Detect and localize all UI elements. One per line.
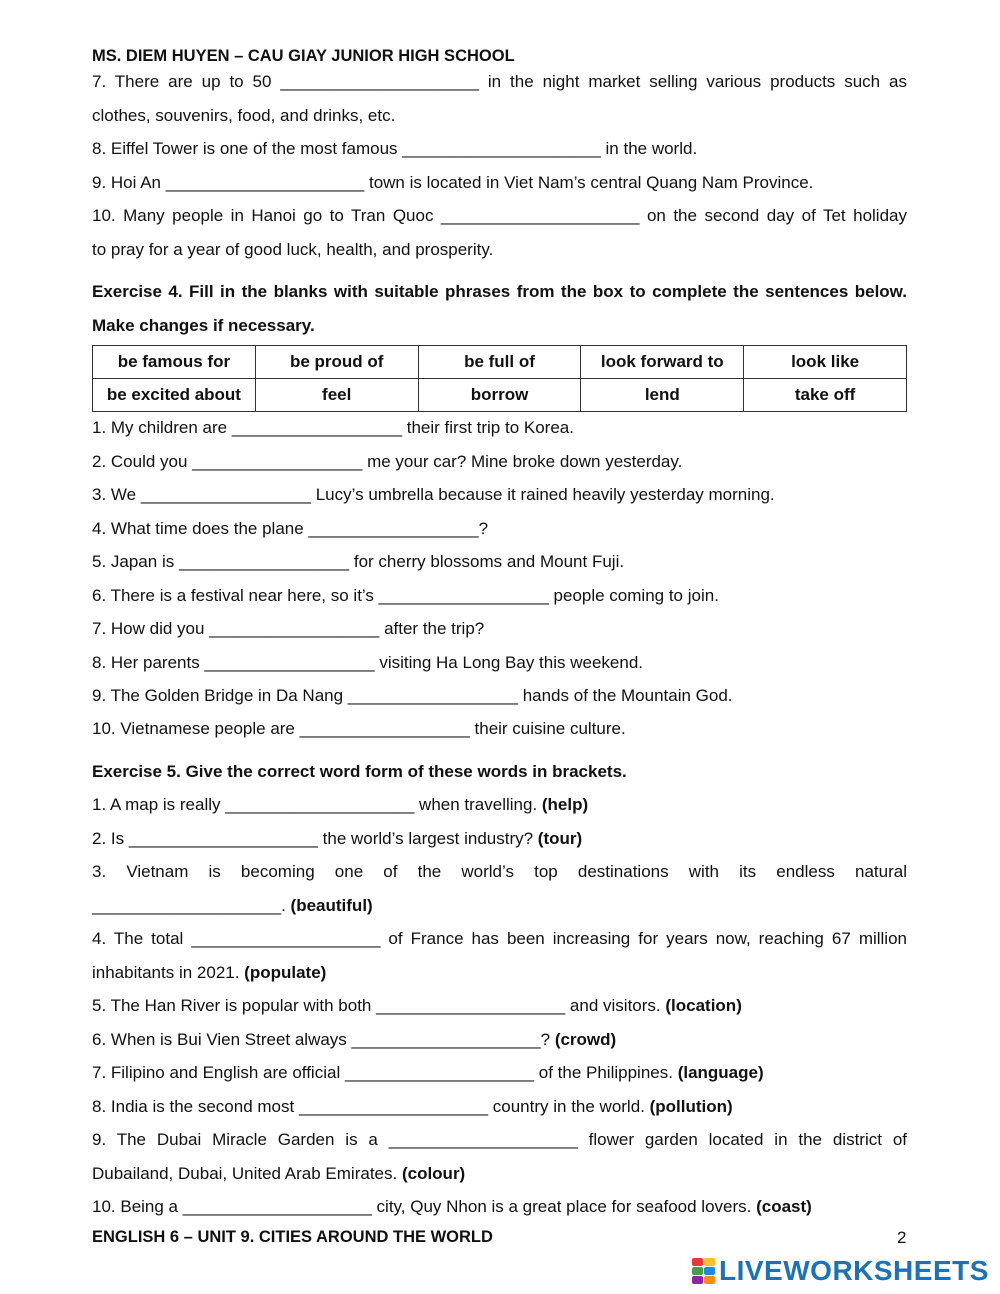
ex3-q10-line1: 10. Many people in Hanoi go to Tran Quoc _____________________ on the second day of Tet holiday bbox=[92, 206, 907, 225]
ex4-item-6[interactable]: 6. There is a festival near here, so it’s __________________ people coming to join. bbox=[92, 586, 719, 605]
ex5-hint: (crowd) bbox=[554, 1030, 617, 1049]
ex5-text: Dubailand, Dubai, United Arab Emirates. bbox=[92, 1164, 402, 1183]
ex4-title-line2: Make changes if necessary. bbox=[92, 316, 315, 335]
ex5-item-8[interactable] bbox=[92, 1096, 907, 1118]
phrase-cell: take off bbox=[744, 379, 907, 412]
ex5-item-4-line2 bbox=[92, 962, 907, 984]
ex5-hint: (coast) bbox=[756, 1197, 812, 1216]
phrase-box bbox=[92, 345, 907, 412]
ex5-text: 2. Is ____________________ the world’s largest industry? bbox=[92, 829, 538, 848]
ex3-q7-line2: clothes, souvenirs, food, and drinks, etc. bbox=[92, 106, 396, 125]
ex5-text: 6. When is Bui Vien Street always ____________________? bbox=[92, 1030, 555, 1049]
ex5-text: ____________________. bbox=[92, 896, 291, 915]
ex5-item-2[interactable] bbox=[92, 828, 907, 850]
ex4-item-5[interactable]: 5. Japan is __________________ for cherry blossoms and Mount Fuji. bbox=[92, 552, 625, 571]
logo-text: LIVEWORKSHEETS bbox=[719, 1255, 989, 1286]
phrase-cell: look forward to bbox=[581, 346, 744, 379]
ex5-item-9-line2 bbox=[92, 1163, 907, 1185]
ex3-q9: 9. Hoi An _____________________ town is located in Viet Nam’s central Quang Nam Province. bbox=[92, 173, 814, 192]
phrase-cell: feel bbox=[255, 379, 418, 412]
ex4-item-10[interactable]: 10. Vietnamese people are __________________ their cuisine culture. bbox=[92, 719, 626, 738]
ex4-item-4[interactable]: 4. What time does the plane __________________? bbox=[92, 519, 489, 538]
ex5-hint: (tour) bbox=[537, 829, 583, 848]
page-footer: ENGLISH 6 – UNIT 9. CITIES AROUND THE WORLD bbox=[92, 1228, 493, 1246]
ex5-item-3-line1: 3. Vietnam is becoming one of the world’s top destinations with its endless natural bbox=[92, 862, 907, 881]
ex5-item-7[interactable] bbox=[92, 1062, 907, 1084]
ex4-item-1[interactable]: 1. My children are __________________ their first trip to Korea. bbox=[92, 418, 574, 437]
page-number: 2 bbox=[897, 1228, 907, 1247]
ex4-item-8[interactable]: 8. Her parents __________________ visiting Ha Long Bay this weekend. bbox=[92, 653, 643, 672]
ex5-hint: (pollution) bbox=[649, 1097, 733, 1116]
ex5-hint: (colour) bbox=[401, 1164, 466, 1183]
ex5-text: 7. Filipino and English are official ____________________ of the Philippines. bbox=[92, 1063, 678, 1082]
ex5-item-10[interactable] bbox=[92, 1196, 907, 1218]
ex5-text: 10. Being a ____________________ city, Quy Nhon is a great place for seafood lovers. bbox=[92, 1197, 757, 1216]
ex5-hint: (language) bbox=[677, 1063, 764, 1082]
phrase-cell: look like bbox=[744, 346, 907, 379]
phrase-cell: lend bbox=[581, 379, 744, 412]
ex4-item-3[interactable]: 3. We __________________ Lucy’s umbrella because it rained heavily yesterday morning. bbox=[92, 485, 775, 504]
phrase-cell: be famous for bbox=[93, 346, 256, 379]
ex5-item-9-line1[interactable]: 9. The Dubai Miracle Garden is a ____________________ flower garden located in the district of bbox=[92, 1130, 907, 1149]
ex5-text: 1. A map is really ____________________ when travelling. bbox=[92, 795, 542, 814]
ex5-hint: (help) bbox=[541, 795, 589, 814]
ex5-item-3-line2[interactable] bbox=[92, 895, 907, 917]
ex5-text: 5. The Han River is popular with both ____________________ and visitors. bbox=[92, 996, 666, 1015]
ex5-item-4-line1[interactable]: 4. The total ____________________ of France has been increasing for years now, reaching 67 million bbox=[92, 929, 907, 948]
ex5-hint: (location) bbox=[665, 996, 742, 1015]
ex5-item-1[interactable] bbox=[92, 794, 907, 816]
ex4-title-line1: Exercise 4. Fill in the blanks with suitable phrases from the box to complete the sentences below. bbox=[92, 282, 907, 301]
phrase-cell: borrow bbox=[418, 379, 581, 412]
liveworksheets-logo bbox=[692, 1255, 989, 1287]
phrase-cell: be proud of bbox=[255, 346, 418, 379]
ex5-text: inhabitants in 2021. bbox=[92, 963, 245, 982]
ex4-item-2[interactable]: 2. Could you __________________ me your car? Mine broke down yesterday. bbox=[92, 452, 683, 471]
ex3-q7-line1: 7. There are up to 50 _____________________ in the night market selling various products such as bbox=[92, 72, 907, 91]
ex3-q8: 8. Eiffel Tower is one of the most famous _____________________ in the world. bbox=[92, 139, 698, 158]
ex4-item-7[interactable]: 7. How did you __________________ after the trip? bbox=[92, 619, 485, 638]
ex4-item-9[interactable]: 9. The Golden Bridge in Da Nang __________________ hands of the Mountain God. bbox=[92, 686, 733, 705]
ex3-q10-line2: to pray for a year of good luck, health, and prosperity. bbox=[92, 240, 494, 259]
ex5-item-5[interactable] bbox=[92, 995, 907, 1017]
phrase-cell: be full of bbox=[418, 346, 581, 379]
page-header: MS. DIEM HUYEN – CAU GIAY JUNIOR HIGH SCHOOL bbox=[92, 47, 515, 65]
ex5-text: 8. India is the second most ____________________ country in the world. bbox=[92, 1097, 650, 1116]
liveworksheets-logo-icon bbox=[692, 1258, 715, 1284]
ex5-title: Exercise 5. Give the correct word form of these words in brackets. bbox=[92, 762, 627, 781]
ex5-hint: (beautiful) bbox=[290, 896, 373, 915]
ex5-item-6[interactable] bbox=[92, 1029, 907, 1051]
ex5-hint: (populate) bbox=[244, 963, 327, 982]
phrase-cell: be excited about bbox=[93, 379, 256, 412]
